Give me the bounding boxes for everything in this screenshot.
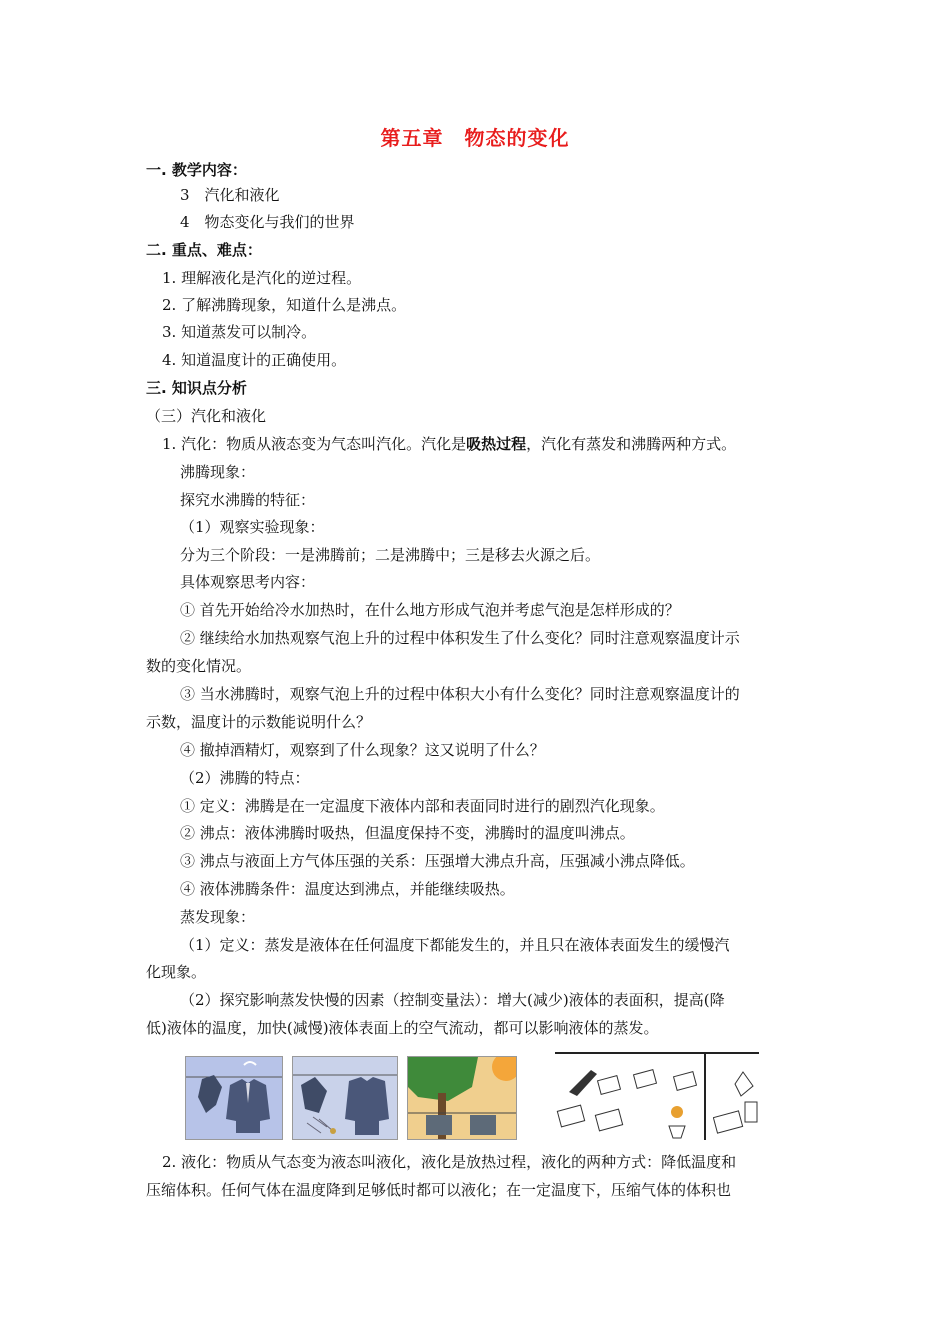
text-line: 具体观察思考内容：: [180, 573, 316, 591]
text-line: 数的变化情况。: [146, 657, 252, 675]
paragraph-text: ，汽化有蒸发和沸腾两种方式。: [526, 435, 737, 453]
paragraph-liquefaction: 2. 液化：物质从气态变为液态叫液化，液化是放热过程，液化的两种方式：降低温度和: [162, 1153, 737, 1171]
key-point: 1. 理解液化是汽化的逆过程。: [162, 269, 362, 287]
text-line: ④ 液体沸腾条件：温度达到沸点，并能继续吸热。: [180, 880, 515, 898]
paragraph-liquefaction: 压缩体积。任何气体在温度降到足够低时都可以液化；在一定温度下，压缩气体的体积也: [146, 1181, 732, 1199]
emphasis-text: 吸热过程: [466, 435, 527, 453]
section-3-heading: 三. 知识点分析: [146, 379, 247, 397]
section-2-heading: 二. 重点、难点：: [146, 241, 262, 259]
key-point: 4. 知道温度计的正确使用。: [162, 351, 347, 369]
text-line: （1）观察实验现象：: [180, 518, 325, 536]
text-line: 示数，温度计的示数能说明什么？: [146, 713, 372, 731]
text-line: ② 继续给水加热观察气泡上升的过程中体积发生了什么变化？同时注意观察温度计示: [180, 629, 740, 647]
key-point: 3. 知道蒸发可以制冷。: [162, 323, 317, 341]
page-title: 第五章 物态的变化: [380, 126, 570, 150]
text-line: 分为三个阶段：一是沸腾前；二是沸腾中；三是移去火源之后。: [180, 546, 601, 564]
illustration-windy-drying: [292, 1056, 398, 1140]
text-line: 蒸发现象：: [180, 908, 256, 926]
key-point: 2. 了解沸腾现象，知道什么是沸点。: [162, 296, 407, 314]
text-line: （2）沸腾的特点：: [180, 769, 310, 787]
section-1-heading: 一. 教学内容：: [146, 161, 247, 179]
illustration-tree-sunshine: [407, 1056, 517, 1140]
text-line: ② 沸点：液体沸腾时吸热，但温度保持不变，沸腾时的温度叫沸点。: [180, 824, 635, 842]
paragraph-vaporization: [162, 434, 736, 454]
illustration-evaporation-hand: [713, 1052, 759, 1140]
text-line: ① 定义：沸腾是在一定温度下液体内部和表面同时进行的剧烈汽化现象。: [180, 797, 665, 815]
text-line: ③ 沸点与液面上方气体压强的关系：压强增大沸点升高，压强减小沸点降低。: [180, 852, 695, 870]
text-line: ③ 当水沸腾时，观察气泡上升的过程中体积大小有什么变化？同时注意观察温度计的: [180, 685, 740, 703]
paragraph-text: 1. 汽化：物质从液态变为气态叫汽化。汽化是: [162, 435, 467, 453]
text-line: （2）探究影响蒸发快慢的因素（控制变量法）：增大(减少)液体的表面积，提高(降: [180, 991, 725, 1009]
subsection-heading: （三）汽化和液化: [146, 407, 267, 425]
text-line: （1）定义：蒸发是液体在任何温度下都能发生的，并且只在液体表面发生的缓慢汽: [180, 936, 730, 954]
text-line: 沸腾现象：: [180, 463, 256, 481]
text-line: 低)液体的温度，加快(减慢)液体表面上的空气流动，都可以影响液体的蒸发。: [146, 1019, 659, 1037]
text-line: 探究水沸腾的特征：: [180, 491, 316, 509]
content-item: 3 汽化和液化: [180, 186, 280, 204]
text-line: ① 首先开始给冷水加热时，在什么地方形成气泡并考虑气泡是怎样形成的？: [180, 601, 680, 619]
illustration-evaporation-experiment: [555, 1052, 713, 1140]
content-item: 4 物态变化与我们的世界: [180, 213, 355, 231]
text-line: 化现象。: [146, 963, 207, 981]
text-line: ④ 撤掉酒精灯，观察到了什么现象？这又说明了什么？: [180, 741, 545, 759]
illustration-drying-clothes: [185, 1056, 283, 1140]
